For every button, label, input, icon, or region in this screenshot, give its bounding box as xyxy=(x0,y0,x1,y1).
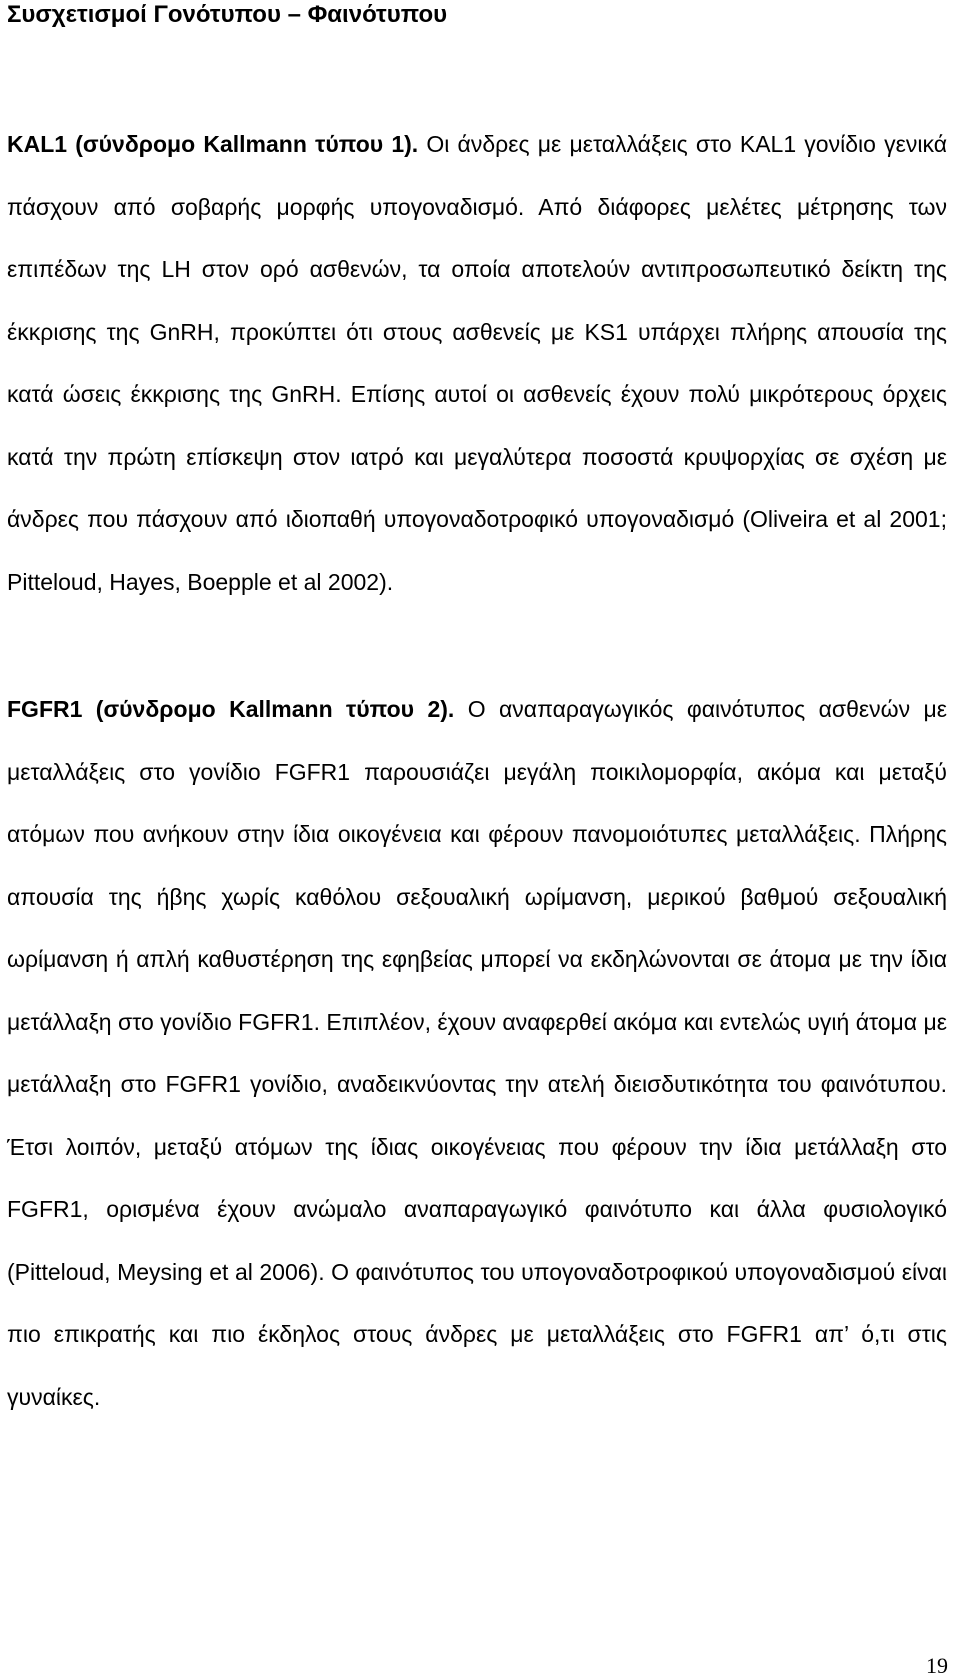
paragraph-fgfr1 xyxy=(7,678,947,1428)
paragraph-kal1-text: Οι άνδρες με μεταλλάξεις στο KAL1 γονίδιο γενικά πάσχουν από σοβαρής μορφής υπογοναδισμό. Από διάφορες μελέτες μέτρησης των επιπέδων της LH στον ορό ασθενών, τα οποία αποτελούν αντιπροσωπευτικό δείκτη της έκκρισης της GnRH, προκύπτει ότι στους ασθενείς με KS1 υπάρχει πλήρης απουσία της κατά ώσεις έκκρισης της GnRH. Επίσης αυτοί οι ασθενείς έχουν πολύ μικρότερους όρχεις κατά την πρώτη επίσκεψη στον ιατρό και μεγαλύτερα ποσοστά κρυψορχίας σε σχέση με άνδρες που πάσχουν από ιδιοπαθή υπογοναδοτροφικό υπογοναδισμό (Oliveira et al 2001; Pitteloud, Hayes, Boepple et al 2002). xyxy=(7,131,947,595)
section-heading: Συσχετισμοί Γονότυπου – Φαινότυπου xyxy=(7,1,448,28)
paragraph-kal1-lead: KAL1 (σύνδρομο Kallmann τύπου 1). xyxy=(7,131,419,157)
paragraph-fgfr1-text: Ο αναπαραγωγικός φαινότυπος ασθενών με μεταλλάξεις στο γονίδιο FGFR1 παρουσιάζει μεγάλη ποικιλομορφία, ακόμα και μεταξύ ατόμων που ανήκουν στην ίδια οικογένεια και φέρουν πανομοιότυπες μεταλλάξεις. Πλήρης απουσία της ήβης χωρίς καθόλου σεξουαλική ωρίμανση, μερικού βαθμού σεξουαλική ωρίμανση ή απλή καθυστέρηση της εφηβείας μπορεί να εκδηλώνονται σε άτομα με την ίδια μετάλλαξη στο γονίδιο FGFR1. Επιπλέον, έχουν αναφερθεί ακόμα και εντελώς υγιή άτομα με μετάλλαξη στο FGFR1 γονίδιο, αναδεικνύοντας την ατελή διεισδυτικότητα του φαινότυπου. Έτσι λοιπόν, μεταξύ ατόμων της ίδιας οικογένειας που φέρουν την ίδια μετάλλαξη στο FGFR1, ορισμένα έχουν ανώμαλο αναπαραγωγικό φαινότυπο και άλλα φυσιολογικό (Pitteloud, Meysing et al 2006). Ο φαινότυπος του υπογοναδοτροφικού υπογοναδισμού είναι πιο επικρατής και πιο έκδηλος στους άνδρες με μεταλλάξεις στο FGFR1 απ’ ό,τι στις γυναίκες. xyxy=(7,696,947,1410)
paragraph-kal1 xyxy=(7,113,947,613)
page-number: 19 xyxy=(926,1653,948,1678)
paragraph-fgfr1-lead: FGFR1 (σύνδρομο Kallmann τύπου 2). xyxy=(7,696,455,722)
